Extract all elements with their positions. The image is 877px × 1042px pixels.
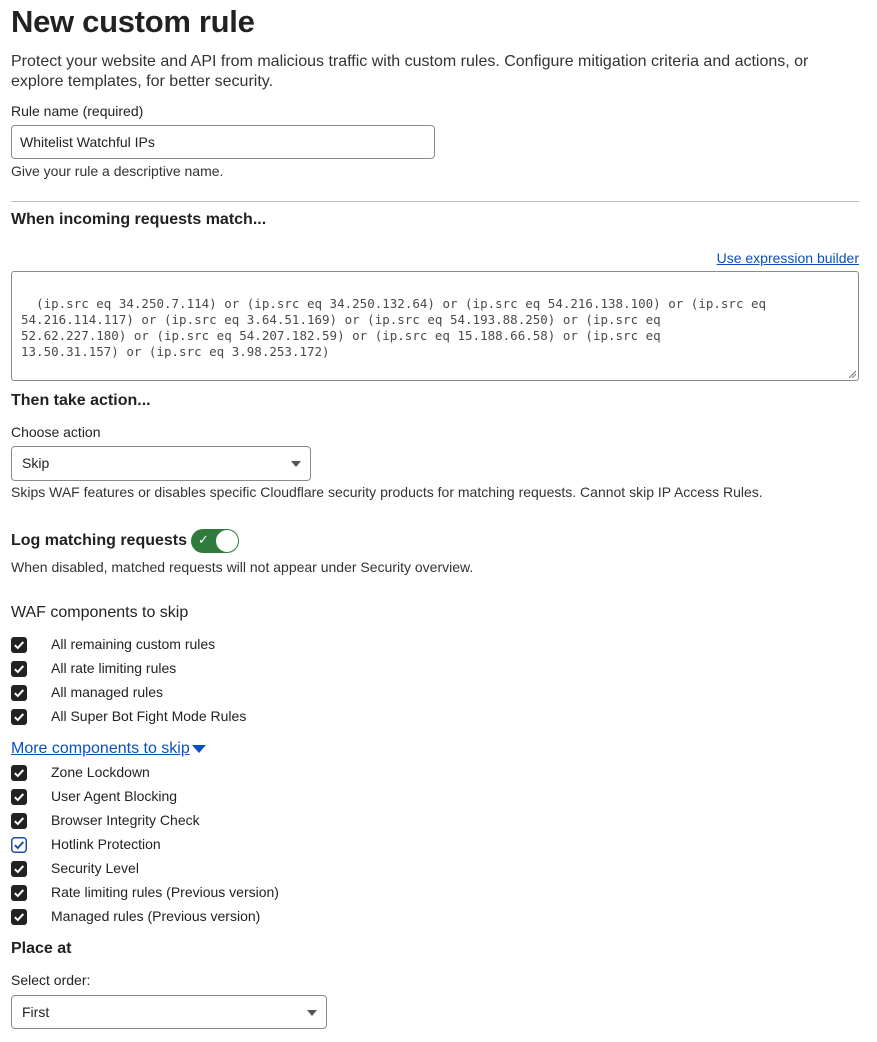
rule-name-label: Rule name (required) xyxy=(11,103,144,119)
log-label: Log matching requests xyxy=(11,532,188,549)
checkbox[interactable] xyxy=(11,837,27,853)
checkbox-label: All remaining custom rules xyxy=(51,636,216,652)
checkbox-label: Security Level xyxy=(51,860,139,876)
expression-text: (ip.src eq 34.250.7.114) or (ip.src eq 34.250.132.64) or (ip.src eq 54.216.138.100) or (ip.src eq 54.216.114.117) or (ip.src eq 3.64.51.169) or (ip.src eq 54.193.88.250) or (ip.src eq 52.62.227.180) or (ip.src eq 54.207.182.59) or (ip.src eq 15.188.66.58) or (ip.src eq 13.50.31.157) or (ip.src eq 3.98.253.172) xyxy=(21,296,767,359)
page-title: New custom rule xyxy=(11,4,255,39)
check-icon: ✓ xyxy=(198,533,209,548)
more-components-toggle[interactable] xyxy=(11,740,206,758)
checkbox-label: Managed rules (Previous version) xyxy=(51,908,261,924)
action-heading: Then take action... xyxy=(11,392,151,409)
checkbox-label: All rate limiting rules xyxy=(51,660,177,676)
log-help: When disabled, matched requests will not appear under Security overview. xyxy=(11,559,474,575)
action-label: Choose action xyxy=(11,424,101,440)
checkbox[interactable] xyxy=(11,709,27,725)
checkbox[interactable] xyxy=(11,685,27,701)
waf-heading: WAF components to skip xyxy=(11,604,189,621)
checkbox-label: User Agent Blocking xyxy=(51,788,178,804)
action-select[interactable] xyxy=(11,446,311,481)
caret-down-icon xyxy=(192,745,206,753)
checkbox[interactable] xyxy=(11,789,27,805)
checkbox[interactable] xyxy=(11,909,27,925)
order-select[interactable] xyxy=(11,995,327,1029)
match-heading: When incoming requests match... xyxy=(11,211,267,228)
checkbox-label: All Super Bot Fight Mode Rules xyxy=(51,708,247,724)
order-select-value: First xyxy=(22,1004,50,1020)
checkbox-label: Rate limiting rules (Previous version) xyxy=(51,884,279,900)
place-label: Select order: xyxy=(11,972,91,988)
section-divider xyxy=(11,201,859,202)
checkbox-label: Zone Lockdown xyxy=(51,764,150,780)
action-help: Skips WAF features or disables specific Cloudflare security products for matching requests. Cannot skip IP Access Rules. xyxy=(11,484,763,500)
checkbox[interactable] xyxy=(11,885,27,901)
chevron-down-icon xyxy=(291,461,301,467)
log-toggle[interactable] xyxy=(191,529,239,553)
place-heading: Place at xyxy=(11,940,72,957)
chevron-down-icon xyxy=(307,1010,317,1016)
checkbox[interactable] xyxy=(11,861,27,877)
rule-name-input[interactable] xyxy=(11,125,435,159)
resize-grip-icon[interactable] xyxy=(848,370,856,378)
checkbox[interactable] xyxy=(11,813,27,829)
checkbox[interactable] xyxy=(11,661,27,677)
rule-name-value: Whitelist Watchful IPs xyxy=(20,134,155,150)
checkbox-label: Hotlink Protection xyxy=(51,836,161,852)
expression-builder-link[interactable]: Use expression builder xyxy=(716,250,859,266)
checkbox-label: All managed rules xyxy=(51,684,164,700)
more-components-link[interactable]: More components to skip xyxy=(11,740,190,757)
page-intro: Protect your website and API from malicious traffic with custom rules. Configure mitigation criteria and actions, or explore templates, for better security. xyxy=(11,53,809,90)
toggle-knob xyxy=(216,530,238,552)
action-select-value: Skip xyxy=(22,455,50,471)
checkbox-label: Browser Integrity Check xyxy=(51,812,200,828)
rule-name-help: Give your rule a descriptive name. xyxy=(11,163,224,179)
checkbox[interactable] xyxy=(11,637,27,653)
checkbox[interactable] xyxy=(11,765,27,781)
expression-editor[interactable] xyxy=(11,271,859,381)
